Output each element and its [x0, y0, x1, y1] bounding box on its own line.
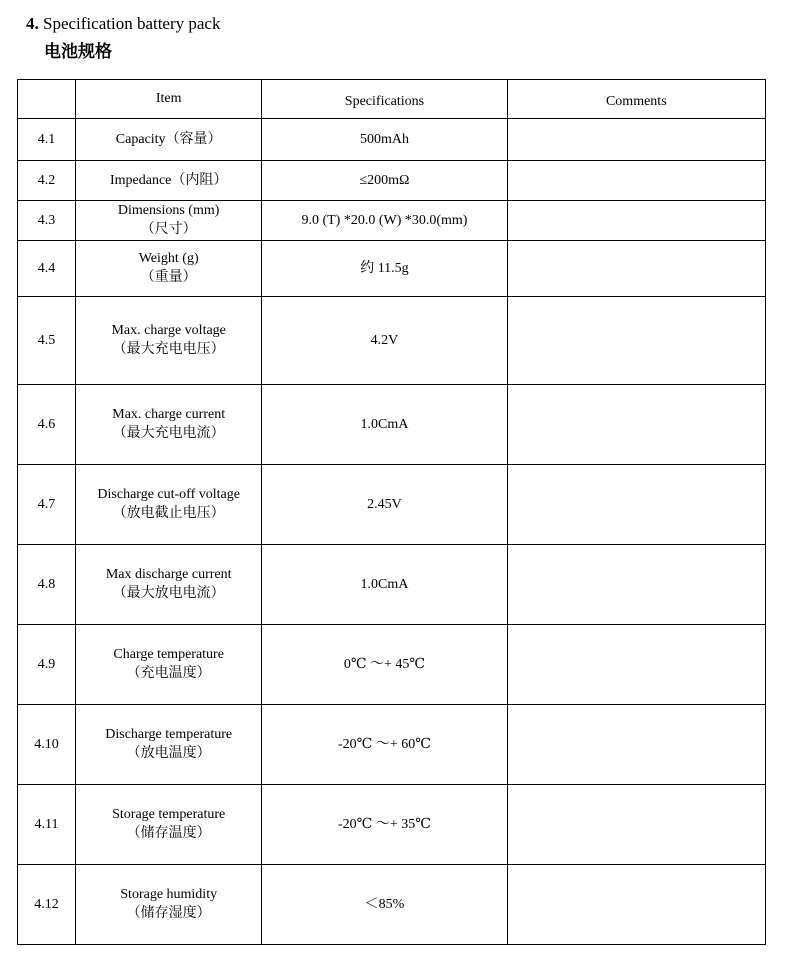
table-row [18, 385, 766, 465]
row-spec: 4.2V [262, 297, 507, 385]
table-row [18, 297, 766, 385]
item-label-cn: （放电温度） [126, 745, 211, 761]
row-spec: 2.45V [262, 465, 507, 545]
row-number: 4.3 [18, 201, 76, 241]
row-item [76, 297, 262, 385]
header-specifications: Specifications [262, 80, 507, 119]
row-spec: 约 11.5g [262, 241, 507, 297]
item-label-cn: （内阻） [171, 172, 228, 188]
row-number: 4.10 [18, 705, 76, 785]
header-number [18, 80, 76, 119]
item-label-en: Discharge cut-off voltage [97, 487, 240, 502]
table-row [18, 785, 766, 865]
item-label-cn: （放电截止电压） [112, 505, 225, 521]
table-row [18, 201, 766, 241]
item-label-en: Storage humidity [120, 887, 218, 902]
item-label-cn: （储存温度） [126, 825, 211, 841]
row-item [76, 385, 262, 465]
row-spec: -20℃ ～+ 35℃ [262, 785, 507, 865]
section-heading [26, 13, 220, 35]
table-row [18, 119, 766, 161]
item-label-cn: （充电温度） [126, 665, 211, 681]
item-label-en: Discharge temperature [105, 727, 233, 742]
row-comment [507, 241, 765, 297]
row-spec: ＜85% [262, 865, 507, 945]
row-comment [507, 385, 765, 465]
row-number: 4.12 [18, 865, 76, 945]
row-item [76, 705, 262, 785]
row-number: 4.5 [18, 297, 76, 385]
row-number: 4.11 [18, 785, 76, 865]
row-comment [507, 785, 765, 865]
table-header-row [18, 80, 766, 119]
row-number: 4.6 [18, 385, 76, 465]
table-row [18, 545, 766, 625]
item-label-en: Dimensions (mm) [117, 203, 220, 218]
item-label-en: Capacity [115, 132, 166, 147]
row-comment [507, 625, 765, 705]
row-item [76, 865, 262, 945]
item-label-cn: （重量） [140, 269, 197, 285]
battery-spec-table [17, 79, 766, 945]
row-comment [507, 161, 765, 201]
header-item: Item [76, 80, 262, 119]
row-number: 4.8 [18, 545, 76, 625]
row-spec: 1.0CmA [262, 385, 507, 465]
row-spec: 500mAh [262, 119, 507, 161]
row-spec: 0℃ ～+ 45℃ [262, 625, 507, 705]
section-number: 4. [26, 14, 39, 33]
row-comment [507, 201, 765, 241]
table-row [18, 865, 766, 945]
item-label-en: Max discharge current [105, 567, 232, 582]
row-item [76, 625, 262, 705]
row-spec: ≤200mΩ [262, 161, 507, 201]
row-spec: 9.0 (T) *20.0 (W) *30.0(mm) [262, 201, 507, 241]
item-label-cn: （最大放电电流） [112, 585, 225, 601]
row-comment [507, 865, 765, 945]
row-spec: 1.0CmA [262, 545, 507, 625]
row-comment [507, 465, 765, 545]
row-item [76, 161, 262, 201]
header-comments: Comments [507, 80, 765, 119]
row-number: 4.2 [18, 161, 76, 201]
table-row [18, 465, 766, 545]
item-label-en: Impedance [109, 173, 172, 188]
row-number: 4.9 [18, 625, 76, 705]
item-label-cn: （尺寸） [140, 221, 197, 237]
item-label-cn: （容量） [165, 131, 222, 147]
table-row [18, 625, 766, 705]
row-number: 4.1 [18, 119, 76, 161]
row-item [76, 241, 262, 297]
row-comment [507, 705, 765, 785]
item-label-cn: （最大充电电压） [112, 341, 225, 357]
row-comment [507, 119, 765, 161]
item-label-en: Max. charge current [112, 407, 226, 422]
section-subtitle: 电池规格 [44, 42, 112, 62]
table-row [18, 241, 766, 297]
section-title: Specification battery pack [43, 14, 221, 33]
row-item [76, 201, 262, 241]
item-label-en: Max. charge voltage [111, 323, 226, 338]
row-item [76, 465, 262, 545]
item-label-en: Weight (g) [138, 251, 199, 266]
row-comment [507, 545, 765, 625]
row-comment [507, 297, 765, 385]
row-item [76, 785, 262, 865]
item-label-cn: （最大充电电流） [112, 425, 225, 441]
row-item [76, 545, 262, 625]
table-row [18, 161, 766, 201]
item-label-cn: （储存湿度） [126, 905, 211, 921]
table-row [18, 705, 766, 785]
item-label-en: Charge temperature [113, 647, 224, 662]
row-item [76, 119, 262, 161]
item-label-en: Storage temperature [112, 807, 226, 822]
row-number: 4.7 [18, 465, 76, 545]
row-spec: -20℃ ～+ 60℃ [262, 705, 507, 785]
row-number: 4.4 [18, 241, 76, 297]
